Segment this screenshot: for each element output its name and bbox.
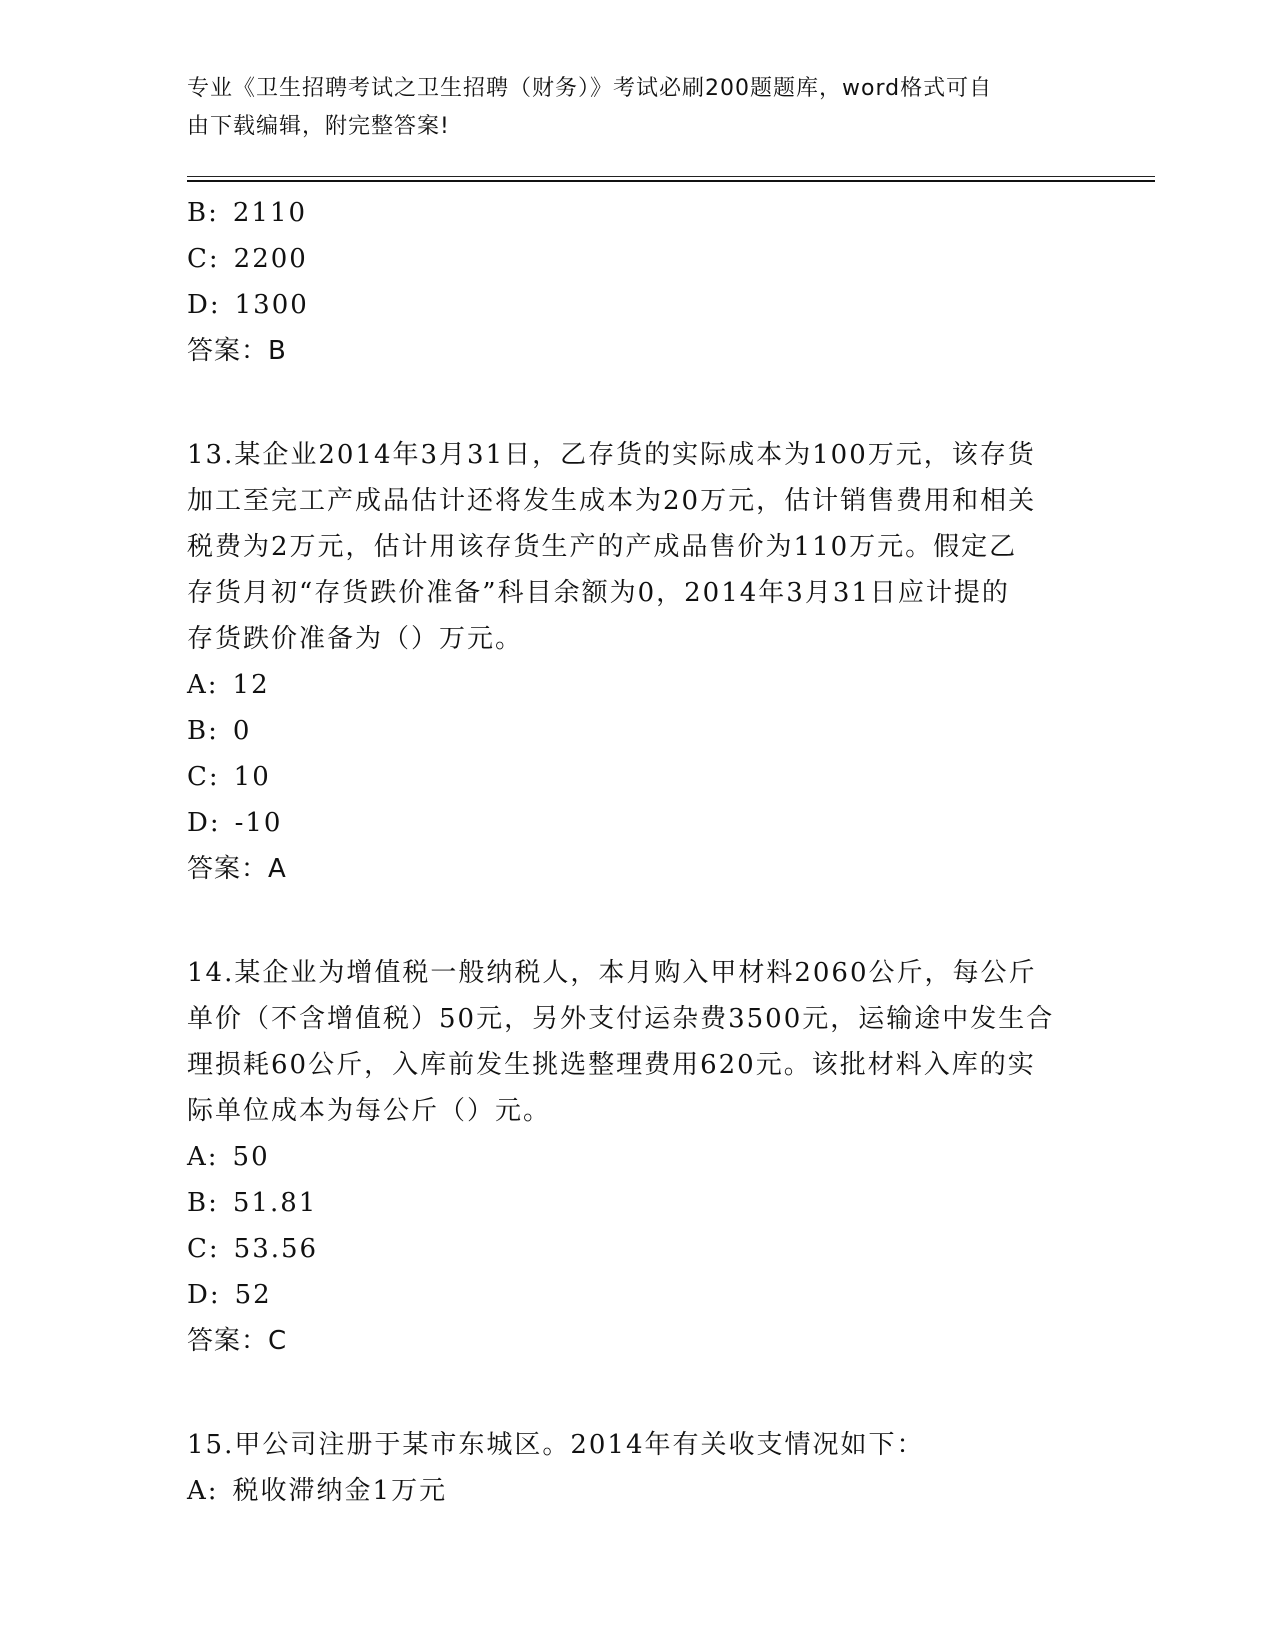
option-c bbox=[187, 1226, 1087, 1272]
option-label: D: bbox=[187, 808, 221, 838]
option-label: D: bbox=[187, 290, 221, 320]
option-value: 10 bbox=[233, 762, 271, 792]
option-value: 53.56 bbox=[233, 1234, 319, 1264]
option-b bbox=[187, 1180, 1087, 1226]
header-rule-thin bbox=[187, 176, 1155, 177]
question-text bbox=[187, 1422, 1087, 1468]
question-line: 加工至完工产成品估计还将发生成本为20万元，估计销售费用和相关 bbox=[187, 486, 1037, 516]
question-line: 单价（不含增值税）50元，另外支付运杂费3500元，运输途中发生合 bbox=[187, 1004, 1055, 1034]
option-label: B: bbox=[187, 716, 219, 746]
question-line: 存货跌价准备为（）万元。 bbox=[187, 624, 524, 654]
question-line: 14.某企业为增值税一般纳税人，本月购入甲材料2060公斤，每公斤 bbox=[187, 958, 1037, 988]
question-14-block bbox=[187, 950, 1087, 1364]
question-text bbox=[187, 950, 1087, 1134]
option-label: A: bbox=[187, 670, 219, 700]
option-d bbox=[187, 800, 1087, 846]
option-a bbox=[187, 1134, 1087, 1180]
header-line-1: 专业《卫生招聘考试之卫生招聘（财务）》考试必刷200题题库，word格式可自 bbox=[187, 76, 993, 101]
spacer bbox=[187, 374, 1087, 432]
option-label: C: bbox=[187, 1234, 220, 1264]
option-label: C: bbox=[187, 244, 220, 274]
option-value: -10 bbox=[234, 808, 283, 838]
option-value: 税收滞纳金1万元 bbox=[232, 1476, 448, 1506]
option-label: A: bbox=[187, 1142, 219, 1172]
question-line: 税费为2万元，估计用该存货生产的产成品售价为110万元。假定乙 bbox=[187, 532, 1018, 562]
question-content bbox=[187, 190, 1087, 1514]
question-text bbox=[187, 432, 1087, 662]
option-a bbox=[187, 662, 1087, 708]
question-15-block bbox=[187, 1422, 1087, 1514]
question-line: 13.某企业2014年3月31日，乙存货的实际成本为100万元，该存货 bbox=[187, 440, 1036, 470]
answer-line: 答案：B bbox=[187, 336, 287, 366]
option-value: 0 bbox=[232, 716, 252, 746]
option-label: B: bbox=[187, 1188, 219, 1218]
question-line: 15.甲公司注册于某市东城区。2014年有关收支情况如下： bbox=[187, 1430, 925, 1460]
option-value: 50 bbox=[232, 1142, 270, 1172]
header-rule-thick bbox=[187, 180, 1155, 182]
question-13-block bbox=[187, 432, 1087, 892]
option-value: 2200 bbox=[233, 244, 308, 274]
option-label: A: bbox=[187, 1476, 219, 1506]
question-line: 存货月初“存货跌价准备”科目余额为0，2014年3月31日应计提的 bbox=[187, 578, 1010, 608]
option-c bbox=[187, 754, 1087, 800]
option-value: 52 bbox=[234, 1280, 272, 1310]
option-d bbox=[187, 1272, 1087, 1318]
option-b bbox=[187, 190, 1087, 236]
answer-line: 答案：C bbox=[187, 1326, 288, 1356]
option-label: B: bbox=[187, 198, 219, 228]
header-line-2: 由下载编辑，附完整答案! bbox=[187, 114, 450, 139]
question-line: 际单位成本为每公斤（）元。 bbox=[187, 1096, 552, 1126]
option-d bbox=[187, 282, 1087, 328]
question-line: 理损耗60公斤，入库前发生挑选整理费用620元。该批材料入库的实 bbox=[187, 1050, 1036, 1080]
option-label: D: bbox=[187, 1280, 221, 1310]
option-value: 2110 bbox=[232, 198, 308, 228]
answer-line: 答案：A bbox=[187, 854, 287, 884]
option-a bbox=[187, 1468, 1087, 1514]
option-value: 1300 bbox=[234, 290, 309, 320]
option-value: 12 bbox=[232, 670, 270, 700]
spacer bbox=[187, 1364, 1087, 1422]
option-value: 51.81 bbox=[232, 1188, 318, 1218]
page-header bbox=[187, 70, 1067, 146]
option-b bbox=[187, 708, 1087, 754]
option-c bbox=[187, 236, 1087, 282]
option-label: C: bbox=[187, 762, 220, 792]
question-12-block bbox=[187, 190, 1087, 374]
spacer bbox=[187, 892, 1087, 950]
